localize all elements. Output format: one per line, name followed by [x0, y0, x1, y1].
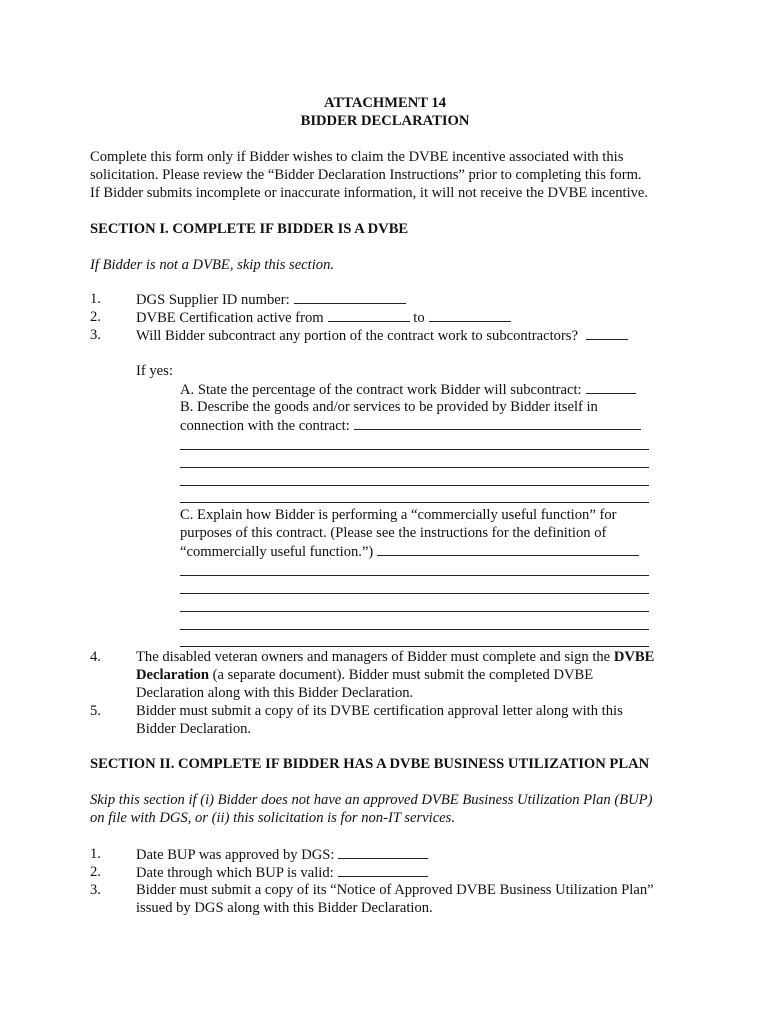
subcontract-percentage-label: A. State the percentage of the contract work Bidder will subcontract: [180, 382, 582, 398]
intro-line-2: solicitation. Please review the “Bidder Declaration Instructions” prior to completing this form. [90, 167, 642, 183]
item-number: 1. [90, 291, 101, 307]
item-4-bold-text: Declaration [136, 667, 209, 683]
attachment-label: ATTACHMENT 14 [323, 95, 447, 111]
item-5-line-2: Bidder Declaration. [136, 721, 252, 737]
goods-services-line-1: B. Describe the goods and/or services to be provided by Bidder itself in [180, 399, 598, 415]
section-2-skip-line-2: on file with DGS, or (ii) this solicitation is for non-IT services. [90, 810, 455, 826]
commercial-function-line-field[interactable] [180, 646, 649, 647]
certification-from-field[interactable] [328, 308, 410, 322]
certification-to-field[interactable] [429, 308, 511, 322]
item-4-line-3: Declaration along with this Bidder Declaration. [136, 685, 414, 701]
subcontract-answer-field[interactable] [586, 326, 628, 340]
item-number: 3. [90, 327, 101, 343]
bup-approved-row [136, 845, 428, 864]
bup-valid-row [136, 863, 428, 882]
section-1-skip-note: If Bidder is not a DVBE, skip this section. [90, 257, 335, 273]
commercial-function-line-1: C. Explain how Bidder is performing a “commercially useful function” for [180, 507, 617, 523]
commercial-function-line-field[interactable] [180, 611, 649, 612]
goods-services-line-field[interactable] [180, 485, 649, 486]
goods-services-row [180, 416, 641, 435]
section-2-skip-line-1: Skip this section if (i) Bidder does not have an approved DVBE Business Utilization Plan (BUP) [90, 792, 653, 808]
bup-approved-field[interactable] [338, 845, 428, 859]
goods-services-field[interactable] [354, 416, 641, 430]
item-number: 5. [90, 703, 101, 719]
subcontract-row [136, 326, 628, 345]
commercial-function-line-field[interactable] [180, 629, 649, 630]
commercial-function-line-field[interactable] [180, 575, 649, 576]
goods-services-label: connection with the contract: [180, 418, 350, 434]
item-number: 3. [90, 882, 101, 898]
section-2-heading: SECTION II. COMPLETE IF BIDDER HAS A DVBE BUSINESS UTILIZATION PLAN [90, 756, 650, 772]
certification-to-label: to [413, 310, 425, 326]
item-4-text: The disabled veteran owners and managers of Bidder must complete and sign the [136, 649, 611, 665]
item-4-text: (a separate document). Bidder must submit the completed DVBE [212, 667, 594, 683]
bup-notice-line-2: issued by DGS along with this Bidder Declaration. [136, 900, 433, 916]
commercial-function-line-2: purposes of this contract. (Please see the instructions for the definition of [180, 525, 607, 541]
intro-line-3: If Bidder submits incomplete or inaccurate information, it will not receive the DVBE incentive. [90, 185, 649, 201]
if-yes-label: If yes: [136, 363, 173, 379]
goods-services-line-field[interactable] [180, 449, 649, 450]
item-number: 2. [90, 309, 101, 325]
supplier-id-row [136, 290, 406, 309]
subcontract-question: Will Bidder subcontract any portion of the contract work to subcontractors? [136, 328, 578, 344]
subcontract-percentage-field[interactable] [586, 380, 636, 394]
intro-line-1: Complete this form only if Bidder wishes to claim the DVBE incentive associated with this [90, 149, 624, 165]
commercial-function-row [180, 542, 639, 561]
bup-valid-label: Date through which BUP is valid: [136, 865, 334, 881]
item-number: 4. [90, 649, 101, 665]
item-number: 1. [90, 846, 101, 862]
certification-row [136, 308, 511, 327]
item-4-bold-text: DVBE [613, 649, 655, 665]
bup-notice-line-1: Bidder must submit a copy of its “Notice of Approved DVBE Business Utilization Plan” [136, 882, 654, 898]
bup-valid-field[interactable] [338, 863, 428, 877]
supplier-id-label: DGS Supplier ID number: [136, 292, 290, 308]
commercial-function-field[interactable] [377, 542, 639, 556]
commercial-function-line-field[interactable] [180, 593, 649, 594]
item-4-line-1 [136, 648, 654, 666]
bup-approved-label: Date BUP was approved by DGS: [136, 847, 335, 863]
certification-label: DVBE Certification active from [136, 310, 324, 326]
item-number: 2. [90, 864, 101, 880]
page-title: BIDDER DECLARATION [300, 113, 470, 129]
supplier-id-field[interactable] [294, 290, 406, 304]
commercial-function-label: “commercially useful function.”) [180, 544, 374, 560]
goods-services-line-field[interactable] [180, 502, 649, 503]
subcontract-percentage-row [180, 380, 636, 399]
section-1-heading: SECTION I. COMPLETE IF BIDDER IS A DVBE [90, 221, 409, 237]
item-5-line-1: Bidder must submit a copy of its DVBE certification approval letter along with this [136, 703, 623, 719]
goods-services-line-field[interactable] [180, 467, 649, 468]
item-4-line-2 [136, 666, 593, 684]
